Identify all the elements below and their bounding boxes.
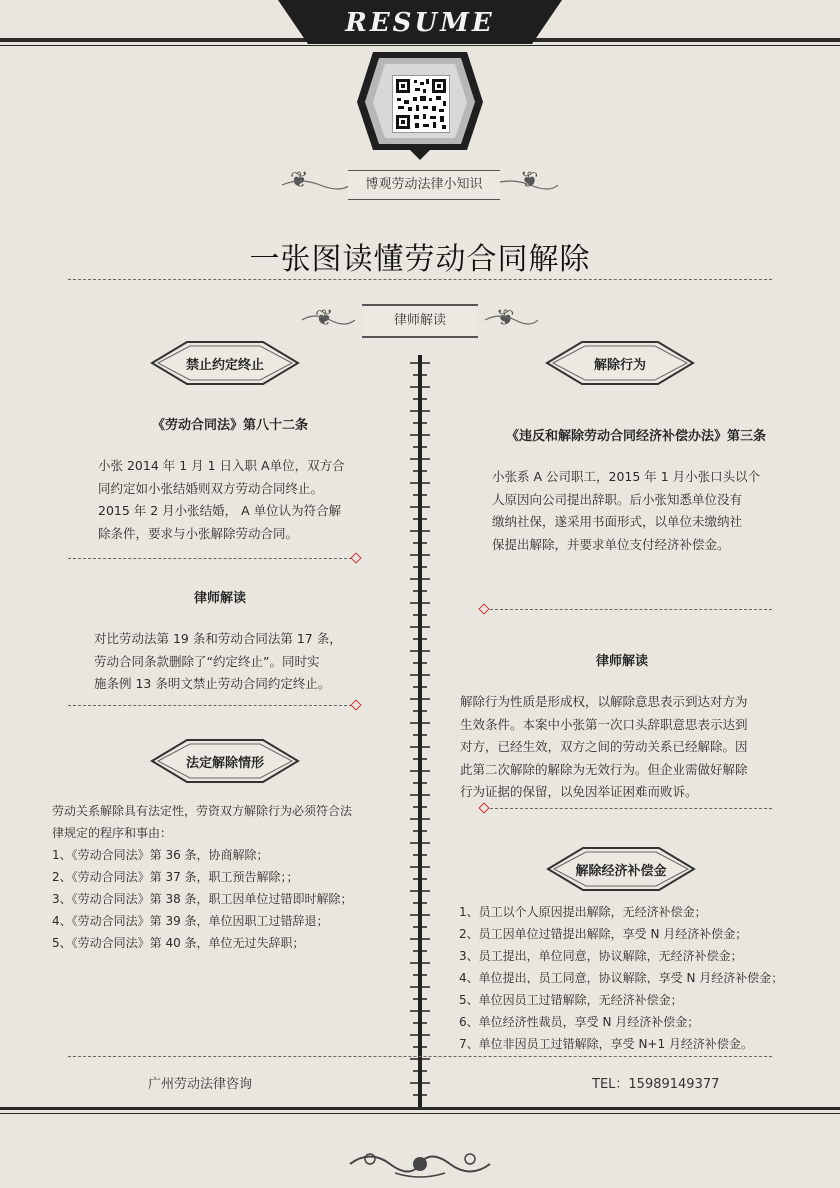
list-item: 3、员工提出，单位同意，协议解除，无经济补偿金； (459, 949, 743, 963)
list-item: 3、《劳动合同法》第 38 条，职工因单位过错即时解除； (52, 892, 353, 906)
right-divider-1 (490, 609, 772, 610)
subtitle-text: 博观劳动法律小知识 (365, 177, 483, 192)
footer-company: 广州劳动法律咨询 (148, 1077, 253, 1092)
right-case-line: 缴纳社保，遂采用书面形式，以单位未缴纳社 (492, 514, 743, 529)
right-case-line: 小张系 A 公司职工，2015 年 1 月小张口头以个 (492, 469, 761, 484)
left-legal-list (52, 844, 412, 954)
list-item: 4、《劳动合同法》第 39 条，单位因职工过错辞退； (52, 914, 329, 928)
left-divider-1 (68, 558, 352, 559)
bottom-rule-thin (0, 1113, 840, 1114)
qr-code (392, 75, 450, 133)
right-divider-2 (490, 808, 772, 809)
right-interp-line: 生效条件。本案中小张第一次口头辞职意思表示达到 (460, 716, 748, 732)
list-item: 5、单位因员工过错解除，无经济补偿金； (459, 993, 683, 1007)
right-case-text (492, 466, 792, 556)
right-interp-line: 此第二次解除的解除为无效行为。但企业需做好解除 (460, 761, 748, 777)
title-divider (68, 279, 772, 280)
right-case-line: 人原因向公司提出辞职。后小张知悉单位没有 (492, 491, 743, 507)
left-case-line: 小张 2014 年 1 月 1 日入职 A单位，双方合 (98, 458, 345, 473)
right-law-title: 《违反和解除劳动合同经济补偿办法》第三条 (505, 429, 766, 444)
diamond-left-2-label: 法定解除情形 (185, 756, 264, 771)
list-item: 2、员工因单位过错提出解除，享受 N 月经济补偿金； (459, 927, 748, 941)
left-case-line: 除条件，要求与小张解除劳动合同。 (98, 525, 299, 541)
left-legal-intro (52, 800, 412, 844)
bottom-rule-thick (0, 1107, 840, 1110)
ornament-left-icon: ❦ (290, 168, 309, 193)
left-intro-line: 劳动关系解除具有法定性，劳资双方解除行为必须符合法 (52, 804, 353, 818)
list-item: 4、单位提出，员工同意，协议解除，享受 N 月经济补偿金； (459, 971, 784, 985)
right-divider-2-diamond-icon (478, 802, 489, 813)
left-divider-2 (68, 705, 352, 706)
right-interp-text (460, 691, 800, 804)
center-ribbon-text: 律师解读 (393, 313, 446, 328)
right-compensation-list (459, 901, 829, 1055)
list-item: 1、《劳动合同法》第 36 条，协商解除； (52, 848, 269, 862)
ornament-center-right-icon: ❦ (496, 306, 515, 331)
left-interp-line: 对比劳动法第 19 条和劳动合同法第 17 条， (94, 631, 342, 646)
ornament-right-icon: ❦ (520, 168, 539, 193)
list-item: 7、单位非因员工过错解除，享受 N+1 月经济补偿金。 (459, 1037, 753, 1051)
left-case-text (98, 455, 388, 545)
left-case-line: 同约定如小张结婚则双方劳动合同终止。 (98, 480, 324, 496)
left-divider-2-diamond-icon (350, 699, 361, 710)
right-interp-line: 对方，已经生效，双方之间的劳动关系已经解除。因 (460, 739, 748, 754)
left-interp-line: 施条例 13 条明文禁止劳动合同约定终止。 (94, 676, 331, 691)
subtitle-ribbon (348, 170, 500, 200)
diamond-right-1-label: 解除行为 (593, 358, 646, 373)
list-item: 5、《劳动合同法》第 40 条，单位无过失辞职； (52, 936, 305, 950)
qr-code-icon (393, 76, 449, 132)
central-timeline (405, 355, 435, 1110)
right-interp-line: 解除行为性质是形成权，以解除意思表示到达对方为 (460, 694, 748, 709)
left-law-title: 《劳动合同法》第八十二条 (151, 418, 308, 433)
left-divider-1-diamond-icon (350, 552, 361, 563)
center-ribbon (362, 304, 478, 338)
footer-divider (68, 1056, 772, 1057)
right-case-line: 保提出解除，并要求单位支付经济补偿金。 (492, 536, 730, 552)
diamond-left-1-label: 禁止约定终止 (185, 358, 264, 373)
ornament-center-left-icon: ❦ (315, 306, 334, 331)
list-item: 2、《劳动合同法》第 37 条，职工预告解除；； (52, 870, 299, 884)
left-interp-line: 劳动合同条款删除了“约定终止”。同时实 (94, 653, 320, 669)
left-interp-text (94, 628, 384, 696)
page-title: 一张图读懂劳动合同解除 (249, 242, 591, 277)
left-interp-title: 律师解读 (193, 591, 246, 606)
diamond-right-2-label: 解除经济补偿金 (575, 864, 667, 879)
right-divider-1-diamond-icon (478, 603, 489, 614)
resume-word: RESUME (345, 8, 495, 38)
bottom-ornament-icon (340, 1147, 500, 1181)
left-case-line: 2015 年 2 月小张结婚， A 单位认为符合解 (98, 503, 342, 518)
right-interp-line: 行为证据的保留，以免因举证困难而败诉。 (460, 784, 698, 799)
list-item: 1、员工以个人原因提出解除，无经济补偿金； (459, 905, 707, 919)
list-item: 6、单位经济性裁员，享受 N 月经济补偿金； (459, 1015, 700, 1029)
right-interp-title: 律师解读 (595, 654, 648, 669)
footer-phone: TEL：15989149377 (592, 1077, 720, 1092)
left-intro-line: 律规定的程序和事由： (52, 826, 173, 840)
